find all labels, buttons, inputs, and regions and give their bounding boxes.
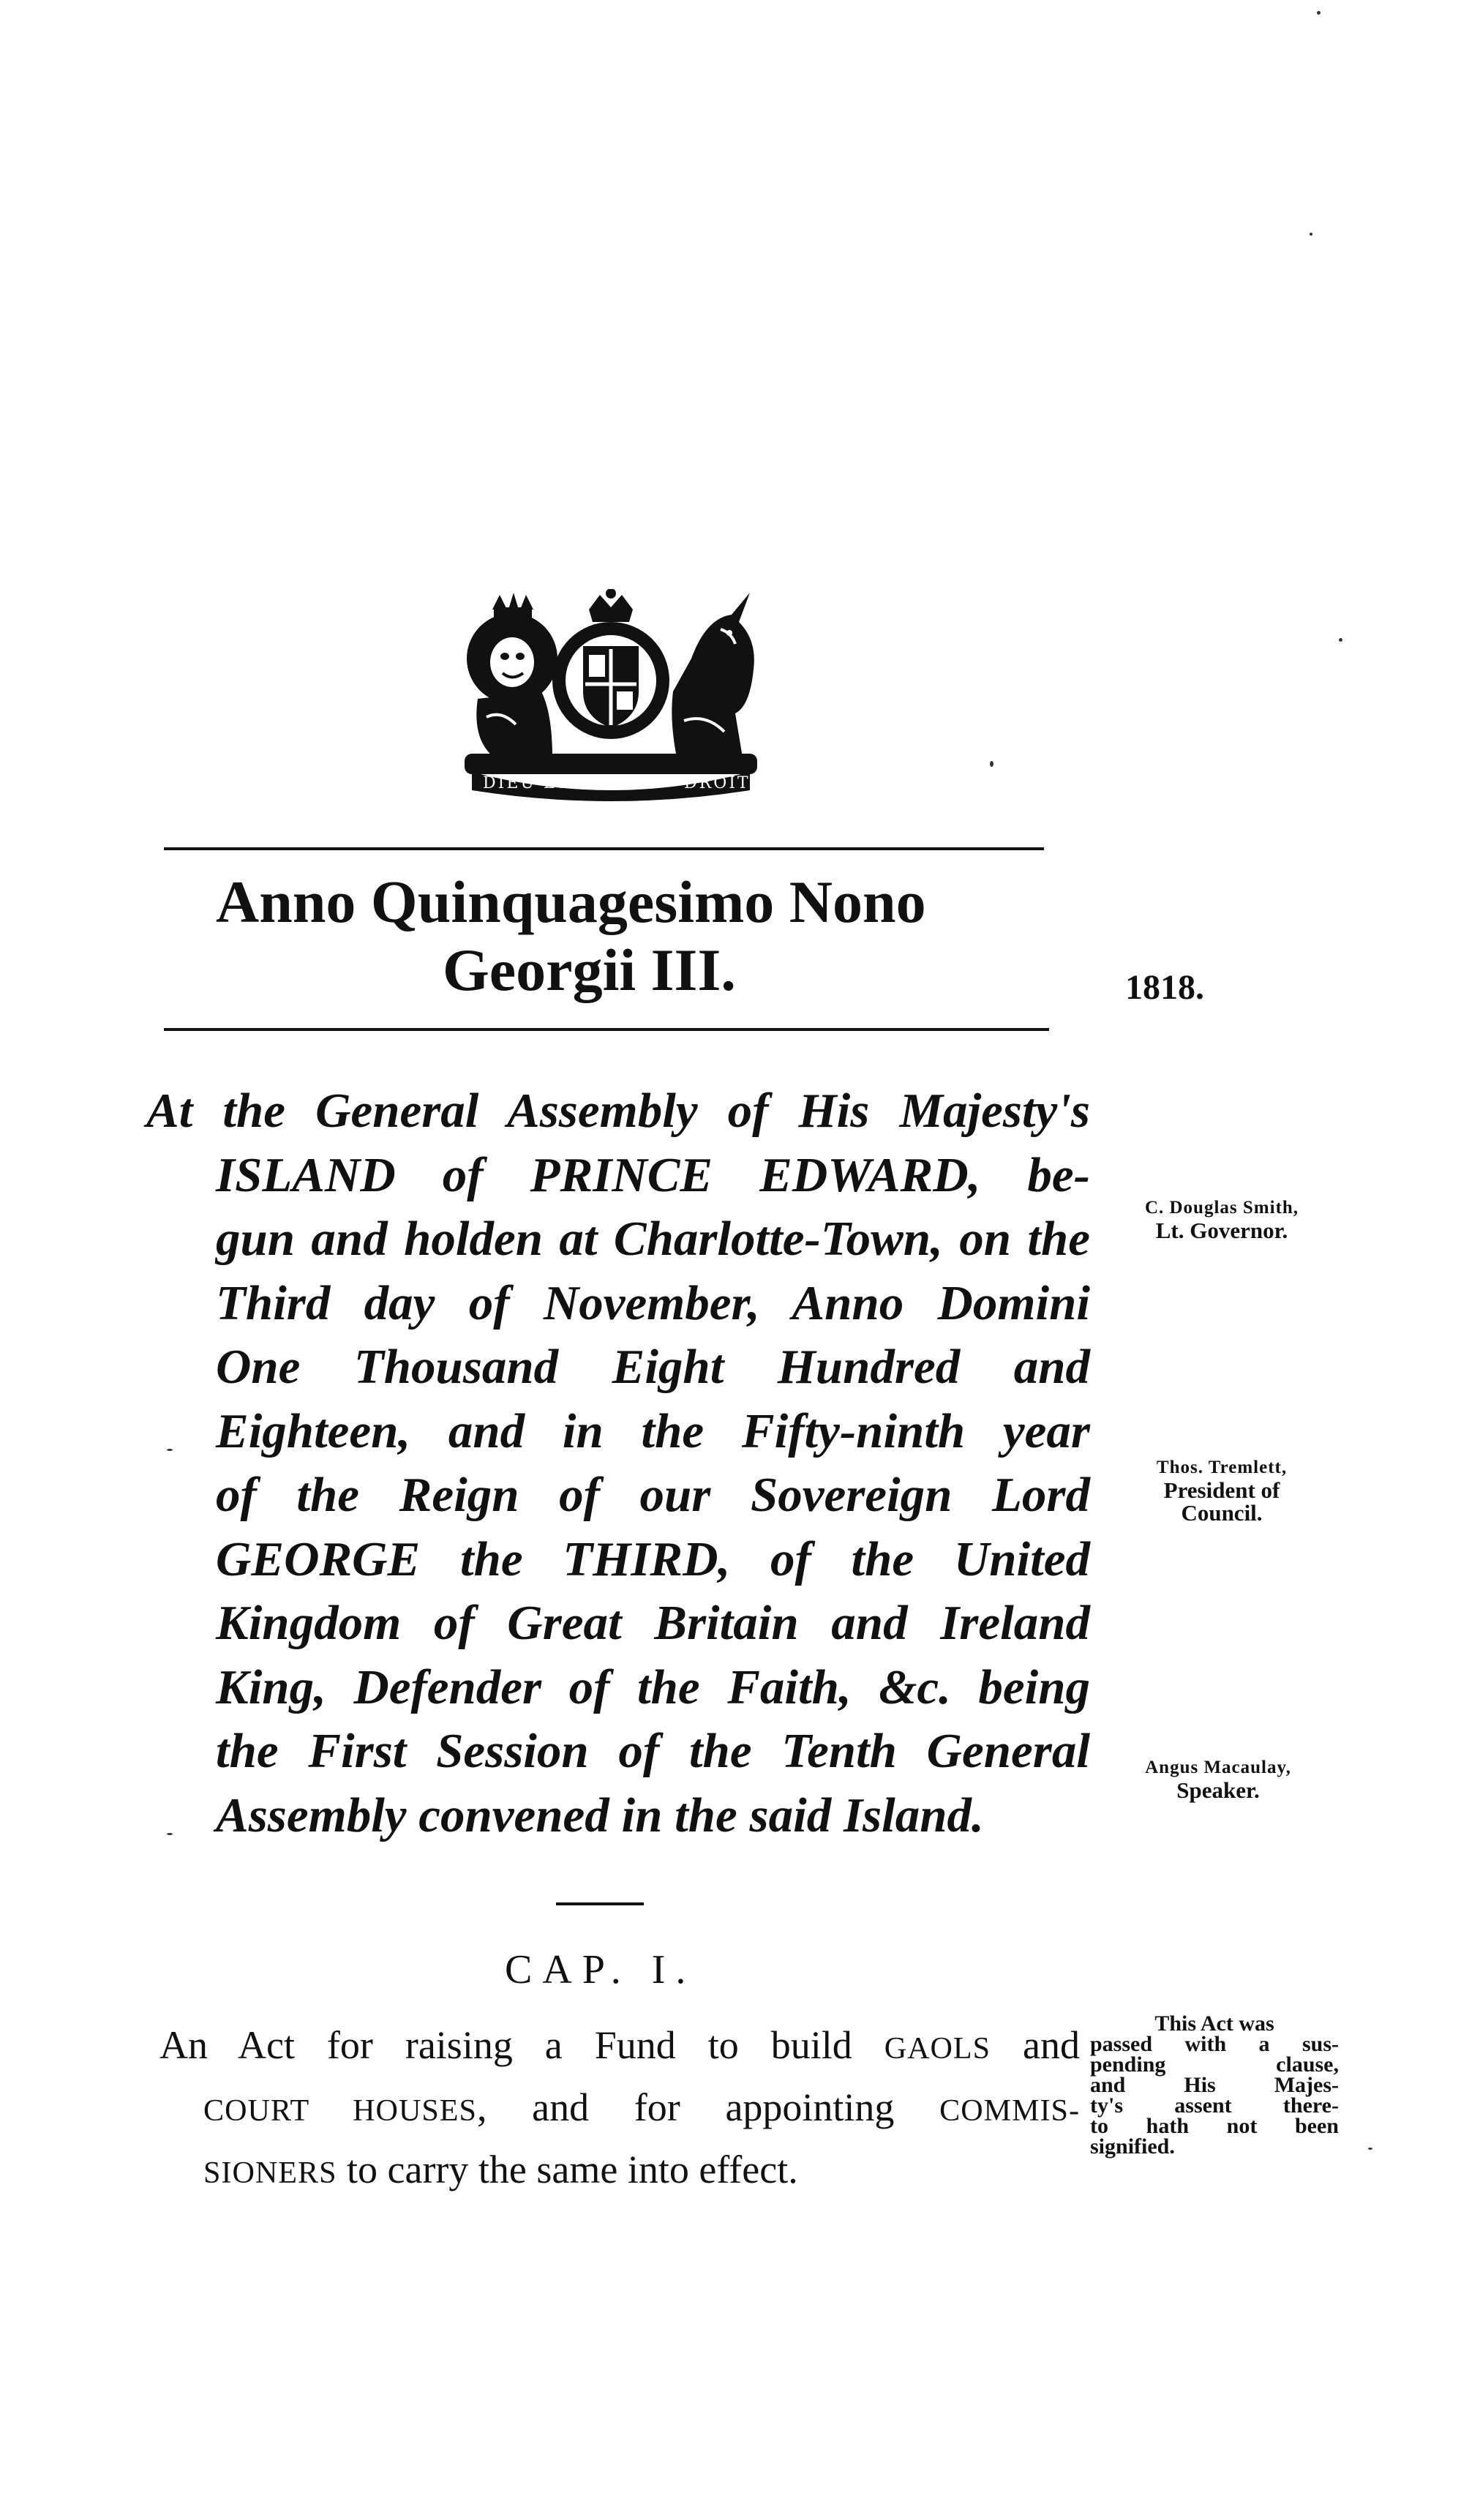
- motto-left-text: DIEU ET MON: [483, 774, 628, 792]
- president-name: Thos. Tremlett,: [1156, 1458, 1288, 1477]
- print-speck: [1339, 638, 1342, 642]
- act-smallcaps-text: GAOLS: [884, 2031, 991, 2066]
- margin-note-line: signified.: [1090, 2134, 1175, 2159]
- act-text: , and for appointing: [476, 2085, 940, 2129]
- margin-note-line: This Act was: [1154, 2011, 1274, 2036]
- president-title-line-2: Council.: [1181, 1500, 1263, 1526]
- section-divider: [556, 1902, 644, 1905]
- preamble-line: One Thousand Eight Hundred and: [216, 1340, 1090, 1394]
- title-bottom-rule: [164, 1028, 1049, 1031]
- title-line-1: Anno Quinquagesimo Nono: [216, 869, 926, 935]
- act-smallcaps-text: COURT HOUSES: [203, 2093, 477, 2128]
- act-line: [159, 2140, 1080, 2202]
- act-line: [159, 2078, 1080, 2140]
- preamble-line: Eighteen, and in the Fifty-ninth year: [216, 1403, 1090, 1458]
- act-smallcaps-text: SIONERS: [203, 2156, 337, 2190]
- preamble-line: the First Session of the Tenth General: [216, 1724, 1090, 1778]
- print-speck: [167, 1833, 173, 1835]
- preamble-line: King, Defender of the Faith, &c. being: [216, 1660, 1090, 1714]
- side-note-president: [1094, 1456, 1350, 1524]
- margin-note-line: pending clause,: [1090, 2052, 1339, 2077]
- side-note-governor: [1094, 1196, 1350, 1242]
- margin-note-line: passed with a sus-: [1090, 2032, 1339, 2056]
- act-text: to carry the same into effect.: [337, 2148, 798, 2191]
- year-label: 1818.: [1125, 968, 1204, 1007]
- preamble-line: At the General Assembly of His Majesty's: [146, 1084, 1090, 1138]
- preamble-line: of the Reign of our Sovereign Lord: [216, 1468, 1090, 1522]
- speaker-name: Angus Macaulay,: [1145, 1758, 1291, 1777]
- preamble-line: GEORGE the THIRD, of the United: [216, 1531, 1090, 1586]
- lion-supporter: [467, 593, 557, 757]
- preamble-line: Assembly convened in the said Island.: [216, 1788, 984, 1842]
- shield-emblem: [552, 589, 669, 739]
- print-speck: [1368, 2148, 1372, 2150]
- president-title-line-1: President of: [1163, 1477, 1280, 1503]
- governor-name: C. Douglas Smith,: [1144, 1198, 1299, 1218]
- governor-title: Lt. Governor.: [1155, 1218, 1288, 1243]
- title-line-2: Georgii III.: [443, 937, 736, 1003]
- margin-note-line: and His Majes-: [1090, 2073, 1339, 2097]
- royal-coat-of-arms: [443, 589, 779, 809]
- title-top-rule: [164, 847, 1044, 850]
- preamble-line: gun and holden at Charlotte-Town, on the: [216, 1212, 1090, 1266]
- act-line: [159, 2016, 1080, 2078]
- print-speck: [1317, 11, 1321, 15]
- act-text: An Act for raising a Fund to build: [159, 2023, 884, 2067]
- print-speck: [167, 1449, 173, 1451]
- margin-note-line: ty's assent there-: [1090, 2093, 1339, 2118]
- preamble-line: Kingdom of Great Britain and Ireland: [216, 1596, 1090, 1650]
- act-text: and: [991, 2023, 1080, 2067]
- chapter-heading: CAP. I.: [505, 1947, 696, 1992]
- act-margin-note: [1090, 2011, 1339, 2159]
- unicorn-supporter: [672, 593, 754, 757]
- act-smallcaps-text: COMMIS-: [939, 2093, 1080, 2128]
- motto-right-text: DROIT: [684, 774, 751, 792]
- print-speck: [990, 761, 993, 767]
- preamble-line: Third day of November, Anno Domini: [216, 1275, 1090, 1330]
- print-speck: [1310, 233, 1312, 236]
- preamble-line: ISLAND of PRINCE EDWARD, be-: [216, 1147, 1090, 1202]
- act-title: [159, 2016, 1080, 2202]
- margin-note-line: to hath not been: [1090, 2114, 1339, 2138]
- speaker-title: Speaker.: [1176, 1777, 1260, 1803]
- side-note-speaker: [1086, 1756, 1350, 1801]
- preamble-text: [146, 1079, 1090, 1848]
